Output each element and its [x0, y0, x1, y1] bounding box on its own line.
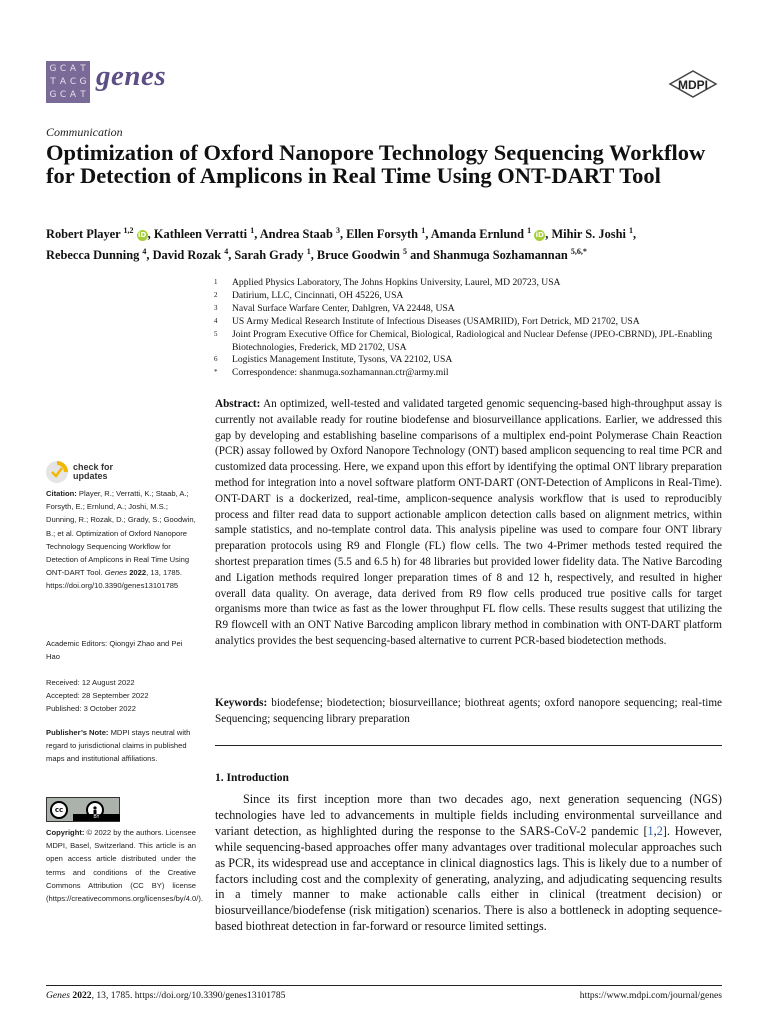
logo-letter: G	[49, 64, 57, 74]
logo-letter: C	[69, 77, 77, 87]
author-line-1	[46, 222, 736, 243]
affiliation-text: Correspondence: shanmuga.sozhamannan.ctr@army.mil	[232, 367, 449, 379]
logo-letter: A	[69, 90, 77, 100]
footer-divider	[46, 985, 722, 986]
author-separator: ,	[545, 227, 552, 242]
abstract-label: Abstract:	[215, 398, 261, 410]
author-separator: ,	[339, 227, 347, 242]
affiliation-item	[214, 277, 734, 290]
publisher-note: Publisher’s Note: MDPI stays neutral with regard to jurisdictional claims in published maps and institutional affiliations.	[46, 728, 191, 764]
affiliations	[214, 277, 734, 380]
author-name: David Rozak	[152, 248, 225, 263]
cc-icon: cc	[50, 801, 68, 819]
affiliation-number: 5	[214, 329, 218, 338]
affiliation-text: Datirium, LLC, Cincinnati, OH 45226, USA	[232, 289, 404, 301]
affiliation-item	[214, 329, 734, 355]
affiliation-number: 6	[214, 355, 218, 364]
copyright-block: Copyright: © 2022 by the authors. Licensee MDPI, Basel, Switzerland. This article is an open access article distributed under the terms and conditions of the Creative Commons Attribution (CC BY) license (https://creativecommons.org/licenses/by/4.0/).	[46, 828, 203, 904]
keywords	[215, 696, 722, 728]
author-separator: ,	[633, 227, 637, 242]
author-list	[46, 222, 736, 264]
author-separator: ,	[228, 248, 235, 263]
affiliation-text: Joint Program Executive Office for Chemical, Biological, Radiological and Nuclear Defense (JPEO-CBRND), JPL-Enabling Biotechnologies, Frederick, MD 21702, USA	[232, 328, 713, 353]
check-updates-icon	[46, 461, 68, 483]
affiliation-text: Applied Physics Laboratory, The Johns Hopkins University, Laurel, MD 20723, USA	[232, 277, 561, 288]
author-separator: ,	[254, 227, 260, 242]
publisher-name: MDPI	[678, 78, 708, 92]
author-name: Sarah Grady	[234, 248, 307, 263]
logo-letter: C	[59, 90, 67, 100]
affiliation-item	[214, 316, 734, 329]
affiliation-item	[214, 367, 734, 380]
author-affil-mark: 4	[224, 247, 229, 257]
journal-url[interactable]: https://www.mdpi.com/journal/genes	[579, 990, 722, 1001]
citation-block: Citation: Player, R.; Verratti, K.; Staab, A.; Forsyth, E.; Ernlund, A.; Joshi, M.S.; Dunning, R.; Rozak, D.; Grady, S.; Goodwin, B.; et al. Optimization of Oxford Nanopore Technology Sequencing Workflow for Detection of Amplicons in Real Time Using ONT-DART Tool. Genes 2022, 13, 1785. https://doi.org/10.3390/genes13101785	[46, 489, 196, 591]
affiliation-item	[214, 290, 734, 303]
section-heading: 1. Introduction	[215, 772, 289, 784]
author-affil-mark: 1	[250, 226, 255, 235]
affiliation-number: 2	[214, 290, 218, 299]
author-name: Robert Player	[46, 227, 124, 242]
orcid-icon[interactable]: iD	[535, 231, 544, 240]
received-date: Received: 12 August 2022	[46, 678, 135, 687]
author-affil-mark: 1	[629, 226, 634, 235]
intro-paragraph: Since its first inception more than two decades ago, next generation sequencing (NGS) technologies have led to advancements in multiple fields including environmental surveillance and variant detection, as highlighted during the response to the SARS-CoV-2 pandemic [1,2]. However, while sequencing-based approaches offer many advantages over traditional molecular approaches such as PCR, its widespread use and acceptance in clinical diagnostics lags. This is likely due to a number of factors including cost and the complexity of generating, analyzing, and adjudicating sequencing results in a timely manner to make actionable calls either in clinical (treatment decision) or biosurveillance/biodefense (risk mitigation) scenarios. There is also a bottleneck in adopting sequence-based biothreat detection in far-forward or resource limited settings.	[215, 792, 722, 934]
article-type: Communication	[46, 125, 123, 139]
logo-letter: T	[50, 77, 56, 87]
affiliation-number: *	[214, 368, 218, 377]
affiliation-number: 1	[214, 278, 218, 286]
author-affil-mark: 5,6,*	[570, 247, 587, 257]
author-line-2	[46, 243, 736, 264]
keywords-text: biodefense; biodetection; biosurveillance; biothreat agents; oxford nanopore sequencing; real-time Sequencing; sequencing library preparation	[215, 697, 723, 725]
affiliation-text: US Army Medical Research Institute of Infectious Diseases (USAMRIID), Fort Detrick, MD 21702, USA	[232, 315, 640, 327]
journal-name: genes	[96, 60, 167, 92]
author-affil-mark: 4	[142, 247, 147, 257]
abstract	[215, 397, 722, 650]
author-affil-mark: 1	[421, 226, 426, 235]
author-affil-mark: 3	[335, 226, 340, 235]
author-affil-mark: 1	[306, 247, 311, 257]
logo-letter: G	[49, 90, 57, 100]
logo-letter: A	[59, 77, 67, 87]
author-separator: and	[406, 248, 434, 263]
cc-by-license-badge[interactable]	[46, 797, 120, 822]
author-affil-mark: 5	[402, 247, 407, 257]
affiliation-text: Logistics Management Institute, Tysons, VA 22102, USA	[232, 354, 453, 366]
mdpi-logo	[666, 70, 720, 100]
author-affil-mark: 1	[527, 226, 532, 235]
author-separator: ,	[425, 227, 431, 242]
author-name: Amanda Ernlund	[430, 227, 528, 242]
keywords-label: Keywords:	[215, 697, 268, 709]
author-name: Ellen Forsyth	[346, 227, 422, 242]
check-for-updates-badge[interactable]	[46, 460, 166, 484]
journal-logo	[46, 61, 90, 103]
orcid-icon[interactable]: iD	[138, 231, 147, 240]
accepted-date: Accepted: 28 September 2022	[46, 691, 149, 701]
section-divider	[215, 745, 722, 746]
author-separator: ,	[147, 227, 154, 242]
citation-link-2[interactable]: 2	[656, 823, 663, 838]
affiliation-item	[214, 303, 734, 316]
logo-letter: G	[79, 77, 87, 87]
affiliation-text: Naval Surface Warfare Center, Dahlgren, VA 22448, USA	[232, 302, 455, 314]
author-name: Rebecca Dunning	[46, 248, 143, 263]
citation-link-1[interactable]: 1	[647, 823, 654, 838]
author-name: Bruce Goodwin	[316, 248, 403, 263]
author-name: Shanmuga Sozhamannan	[433, 248, 571, 263]
logo-letter: A	[69, 64, 77, 74]
abstract-text: An optimized, well-tested and validated targeted genomic sequencing-based high-throughput assay is currently not available ready for routine biodefense and biosurveillance applications. Earlier, we addressed this gap by developing and establishing baseline comparisons of a multiplex end-point Polymerase Chain Reaction (PCR) assay followed by Oxford Nanopore Technology (ONT) based amplicon sequencing to real time PCR and customized data processing. Here, we expand upon this effort by identifying the optimal ONT library preparation method for integration into a novel software platform ONT-DART (ONT-Detection of Amplicons in Real-Time). ONT-DART is a dockerized, real-time, amplicon-sequence analysis workflow that is used to reproducibly process and filter read data to support actionable amplicon detection calls based on alignment metrics, within sample statistics, and no-template control data. This analysis pipeline was used to compare four ONT library preparation protocols using R9 and Flongle (FL) flow cells. The two 4-Primer methods tested required the shortest preparation times (5.5 and 6.5 h) for 48 libraries but provided lower fidelity data. The Native Barcoding and Ligation methods required longer preparation times of 8 and 12 h, respectively, and resulted in higher overall data quality. On average, data derived from R9 flow cells produced true positive calls for target organisms more than twice as fast as the lower throughput FL flow cells. These results suggest that utilizing the R9 flowcell with an ONT Native Barcoding amplicon library method in combination with ONT-DART platform analytics provides the best sequencing-based alternative to current PCR-based biodetection methods.	[215, 398, 722, 647]
author-name: Mihir S. Joshi	[551, 227, 630, 242]
dates-block	[46, 676, 196, 716]
author-name: Kathleen Verratti	[153, 227, 251, 242]
logo-letter: C	[59, 64, 67, 74]
article-title: Optimization of Oxford Nanopore Technology Sequencing Workflow for Detection of Amplicons in Real Time Using ONT-DART Tool	[46, 140, 706, 188]
published-date: Published: 3 October 2022	[46, 704, 136, 714]
check-updates-line1: check for	[73, 461, 114, 472]
affiliation-item	[214, 354, 734, 367]
logo-letter: T	[80, 90, 86, 100]
check-updates-line2: updates	[73, 471, 108, 481]
cc-by-label: BY	[73, 814, 120, 821]
author-name: Andrea Staab	[259, 227, 336, 242]
author-separator: ,	[146, 248, 153, 263]
author-separator: ,	[310, 248, 317, 263]
academic-editors: Academic Editors: Qiongyi Zhao and Pei Hao	[46, 639, 183, 662]
affiliation-number: 4	[214, 316, 218, 325]
footer-citation: Genes 2022, 13, 1785. https://doi.org/10.3390/genes13101785	[46, 990, 286, 1001]
author-affil-mark: 1,2	[123, 226, 134, 235]
logo-letter: T	[80, 64, 86, 74]
affiliation-number: 3	[214, 303, 218, 312]
